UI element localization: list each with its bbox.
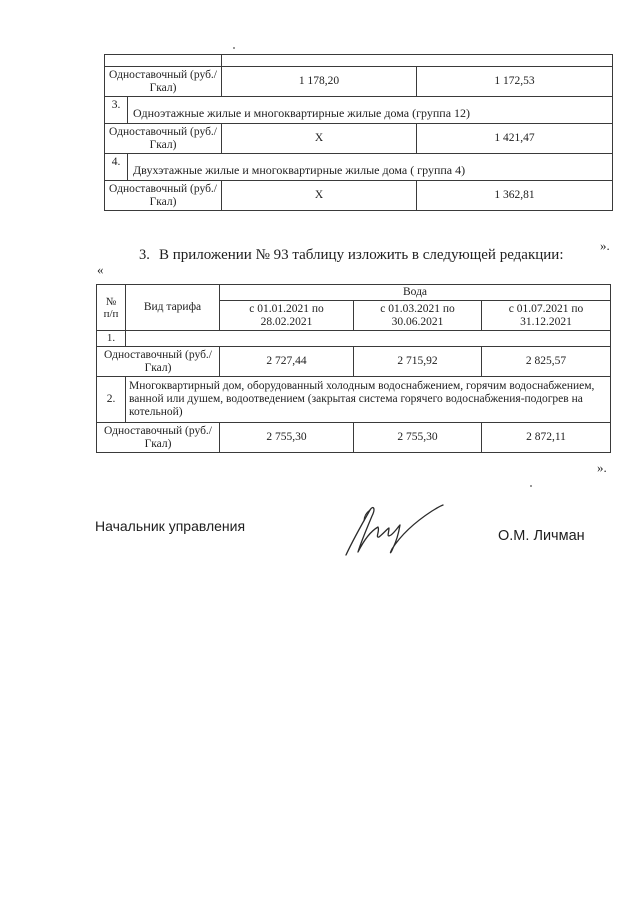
value-cell: 1 172,53	[417, 67, 613, 97]
value-cell: 1 178,20	[222, 67, 417, 97]
group-description: Многоквартирный дом, оборудованный холодным водоснабжением, горячим водоснабжением, ванной или душем, водоотведением (закрытая система горячего водоснабжения-подогрев на котельной)	[126, 377, 611, 423]
row-number: 1.	[97, 331, 126, 347]
row-number: 2.	[97, 377, 126, 423]
signatory-name: О.М. Личман	[498, 528, 585, 544]
table-row	[105, 181, 613, 211]
value-cell: 1 362,81	[417, 181, 613, 211]
group-description: Одноэтажные жилые и многоквартирные жилые дома (группа 12)	[133, 106, 471, 120]
value-cell: 2 825,57	[482, 347, 611, 377]
item-text: В приложении № 93 таблицу изложить в следующей редакции:	[159, 247, 564, 263]
tariff-type-cell: Одноставочный (руб./Гкал)	[105, 67, 222, 97]
scan-speck	[233, 47, 235, 49]
value-cell: 2 755,30	[354, 423, 482, 453]
closing-quote: ».	[597, 460, 607, 475]
closing-quote: ».	[600, 238, 610, 253]
value-cell: 2 755,30	[220, 423, 354, 453]
tariff-type-cell: Одноставочный (руб./Гкал)	[97, 347, 220, 377]
table-row	[105, 55, 613, 67]
value-cell: 1 421,47	[417, 124, 613, 154]
table-row	[97, 377, 611, 423]
header-water: Вода	[220, 285, 611, 301]
tariff-type-cell: Одноставочный (руб./Гкал)	[105, 124, 222, 154]
table-row	[97, 331, 611, 347]
table-cell	[105, 55, 222, 67]
handwritten-signature	[340, 500, 455, 560]
signatory-position: Начальник управления	[95, 518, 246, 534]
value-cell: 2 715,92	[354, 347, 482, 377]
group-number: 3.	[105, 97, 128, 123]
header-period: с 01.01.2021 по 28.02.2021	[220, 301, 354, 331]
opening-quote: «	[97, 262, 104, 277]
group-row-cell	[105, 154, 613, 181]
group-description: Двухэтажные жилые и многоквартирные жилые дома ( группа 4)	[133, 163, 466, 177]
header-tariff-type: Вид тарифа	[126, 285, 220, 331]
header-period: с 01.07.2021 по 31.12.2021	[482, 301, 611, 331]
table-row	[97, 347, 611, 377]
table-row	[105, 154, 613, 181]
header-number: № п/п	[97, 285, 126, 331]
table-header-row	[97, 285, 611, 301]
value-cell: 2 727,44	[220, 347, 354, 377]
scan-speck	[530, 485, 532, 487]
tariff-type-cell: Одноставочный (руб./Гкал)	[105, 181, 222, 211]
tariff-table-continued	[104, 54, 613, 211]
group-row-cell	[105, 97, 613, 124]
table-row	[105, 97, 613, 124]
table-cell	[126, 331, 611, 347]
table-row	[105, 67, 613, 97]
water-tariff-table	[96, 284, 611, 453]
tariff-type-cell: Одноставочный (руб./Гкал)	[97, 423, 220, 453]
item-number: 3.	[139, 247, 150, 263]
table-cell	[222, 55, 613, 67]
group-number: 4.	[105, 154, 128, 180]
value-cell: 2 872,11	[482, 423, 611, 453]
header-period: с 01.03.2021 по 30.06.2021	[354, 301, 482, 331]
table-row	[105, 124, 613, 154]
value-cell: Х	[222, 181, 417, 211]
table-row	[97, 423, 611, 453]
value-cell: Х	[222, 124, 417, 154]
